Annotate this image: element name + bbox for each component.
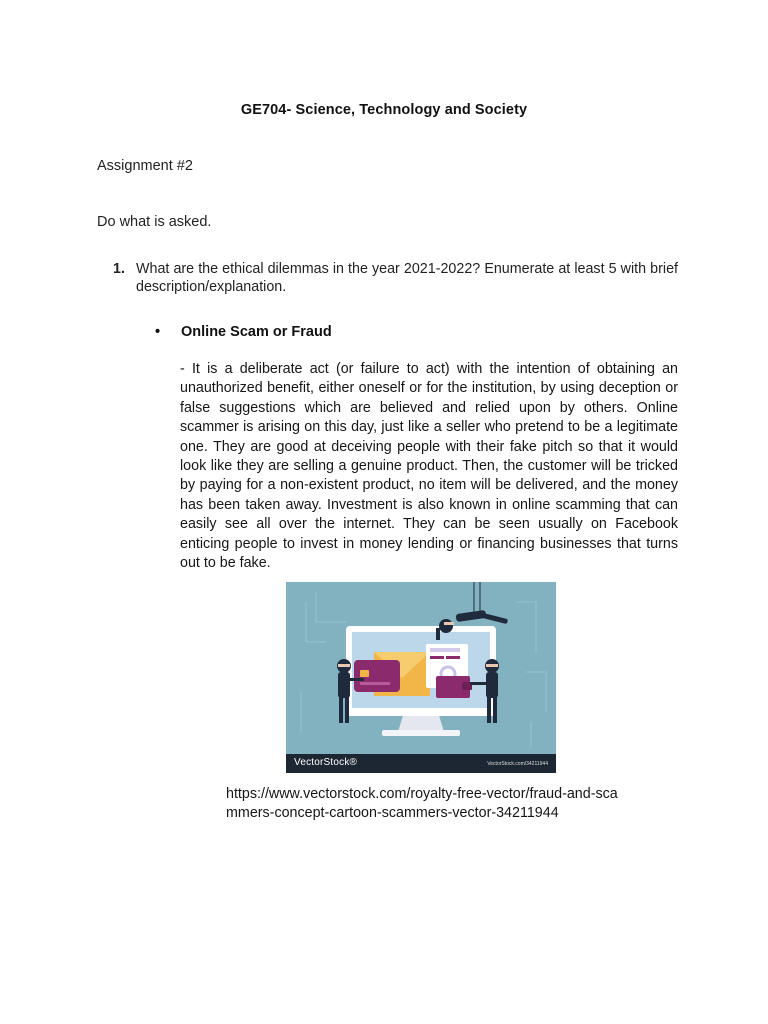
document-title: GE704- Science, Technology and Society xyxy=(240,102,528,118)
section-heading: Online Scam or Fraud xyxy=(181,324,332,340)
assignment-label: Assignment #2 xyxy=(97,158,193,174)
question-text: What are the ethical dilemmas in the year 2021-2022? Enumerate at least 5 with brief description/explanation. xyxy=(136,261,678,295)
fraud-illustration xyxy=(286,582,556,773)
image-source-link[interactable]: https://www.vectorstock.com/royalty-free-vector/fraud-and-scammers-concept-cartoon-scammers-vector-34211944 xyxy=(226,786,618,821)
question-item xyxy=(113,260,678,296)
scammers-illustration-icon xyxy=(286,582,556,773)
credit-card-icon xyxy=(354,660,400,692)
section-body: - It is a deliberate act (or failure to act) with the intention of obtaining an unauthorized benefit, either oneself or for the institution, by using deception or false suggestions which are believed and relied upon by others. Online scammer is arising on this day, just like a seller who pretend to be a legitimate one. They are good at deceiving people with their fake pitch so that it would look like they are selling a genuine product. Then, the customer will be tricked by paying for a non-existent product, no item will be delivered, and the money has been taken away. Investment is also known in online scamming that can easily see all over the internet. They can be seen usually on Facebook enticing people to invest in money lending or financing businesses that turns out to be fake. xyxy=(180,361,678,572)
instruction-text: Do what is asked. xyxy=(97,214,212,230)
bullet-icon: • xyxy=(155,324,161,340)
question-number: 1. xyxy=(113,261,125,277)
watermark-id: VectorStock.com/34211944 xyxy=(487,761,548,767)
monitor-base-icon xyxy=(382,730,460,736)
wallet-icon xyxy=(436,676,472,698)
watermark-text: VectorStock® xyxy=(294,757,358,768)
